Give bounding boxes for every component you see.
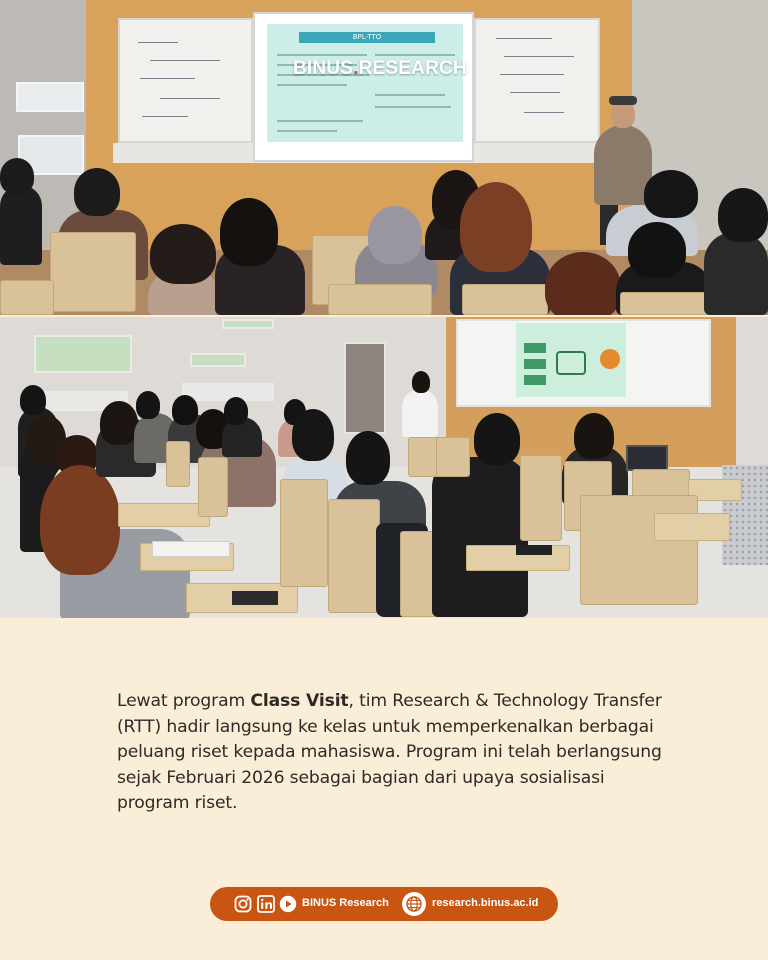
student-head bbox=[150, 224, 216, 284]
student-head bbox=[100, 401, 138, 445]
student-head bbox=[224, 397, 248, 425]
student-head bbox=[574, 413, 614, 459]
watermark-brand: BINUS bbox=[293, 58, 354, 79]
student-head bbox=[474, 413, 520, 465]
student-head bbox=[20, 385, 46, 415]
chair bbox=[198, 457, 228, 517]
chair bbox=[328, 499, 380, 613]
student-head bbox=[74, 168, 120, 216]
student-head bbox=[220, 198, 278, 266]
student bbox=[0, 185, 42, 265]
desk bbox=[118, 503, 210, 527]
footer-social-bar bbox=[210, 887, 558, 921]
phone bbox=[232, 591, 278, 605]
classroom-photo-bottom bbox=[0, 315, 768, 618]
chair bbox=[166, 441, 190, 487]
student bbox=[432, 457, 528, 617]
globe-icon[interactable] bbox=[405, 895, 423, 913]
chair bbox=[580, 495, 698, 605]
student-head bbox=[644, 170, 698, 218]
projection-screen bbox=[253, 12, 474, 162]
window bbox=[16, 82, 84, 112]
presenter-body bbox=[402, 389, 438, 437]
classroom-photo-top bbox=[0, 0, 768, 315]
speaker-cap bbox=[609, 96, 637, 105]
window bbox=[34, 335, 132, 373]
caption-highlight: Class Visit bbox=[250, 691, 349, 711]
student-head bbox=[718, 188, 768, 242]
student bbox=[704, 232, 768, 315]
student-head bbox=[292, 409, 334, 461]
student-head bbox=[0, 158, 34, 194]
student-hijab bbox=[368, 206, 422, 264]
window bbox=[190, 353, 246, 367]
caption-body: , tim Research & Technology Transfer (RTT) hadir langsung ke kelas untuk memperkenalkan berbagai peluang riset kepada mahasiswa. Program ini telah berlangsung sejak Februari 2026 sebagai bagian dari upaya sosialisasi program riset. bbox=[117, 691, 662, 814]
chair bbox=[520, 455, 562, 541]
student-head bbox=[460, 182, 532, 272]
desk bbox=[0, 280, 54, 315]
social-handle: BINUS Research bbox=[302, 897, 389, 909]
projected-slide bbox=[267, 24, 463, 142]
watermark-dot: . bbox=[353, 58, 359, 79]
chair bbox=[462, 284, 548, 315]
projected-diagram-slide bbox=[516, 323, 626, 397]
presenter-head bbox=[412, 371, 430, 393]
brand-watermark bbox=[293, 58, 467, 80]
watermark-suffix: RESEARCH bbox=[358, 58, 467, 79]
laptop bbox=[626, 445, 668, 471]
student-head bbox=[172, 395, 198, 425]
student-head bbox=[136, 391, 160, 419]
youtube-icon[interactable] bbox=[279, 895, 297, 913]
window bbox=[222, 319, 274, 329]
instagram-icon[interactable] bbox=[234, 895, 252, 913]
phone bbox=[516, 545, 552, 555]
laptop bbox=[152, 541, 230, 557]
whiteboard-right bbox=[474, 18, 600, 143]
chair bbox=[620, 292, 712, 315]
chair bbox=[436, 437, 470, 477]
window bbox=[182, 383, 274, 401]
caption-paragraph bbox=[117, 689, 677, 817]
chair bbox=[328, 284, 432, 315]
projection-screen bbox=[456, 319, 711, 407]
student-head bbox=[346, 431, 390, 485]
whiteboard-left bbox=[118, 18, 253, 143]
desk bbox=[654, 513, 730, 541]
student-head bbox=[628, 222, 686, 278]
linkedin-icon[interactable] bbox=[257, 895, 275, 913]
student-head bbox=[545, 252, 621, 315]
caption-intro: Lewat program bbox=[117, 691, 251, 711]
slide-header: BPL-TTO bbox=[299, 32, 435, 43]
chair bbox=[280, 479, 328, 587]
website-link[interactable]: research.binus.ac.id bbox=[432, 897, 539, 909]
chair bbox=[50, 232, 136, 312]
door bbox=[344, 342, 386, 434]
student-head bbox=[40, 465, 120, 575]
